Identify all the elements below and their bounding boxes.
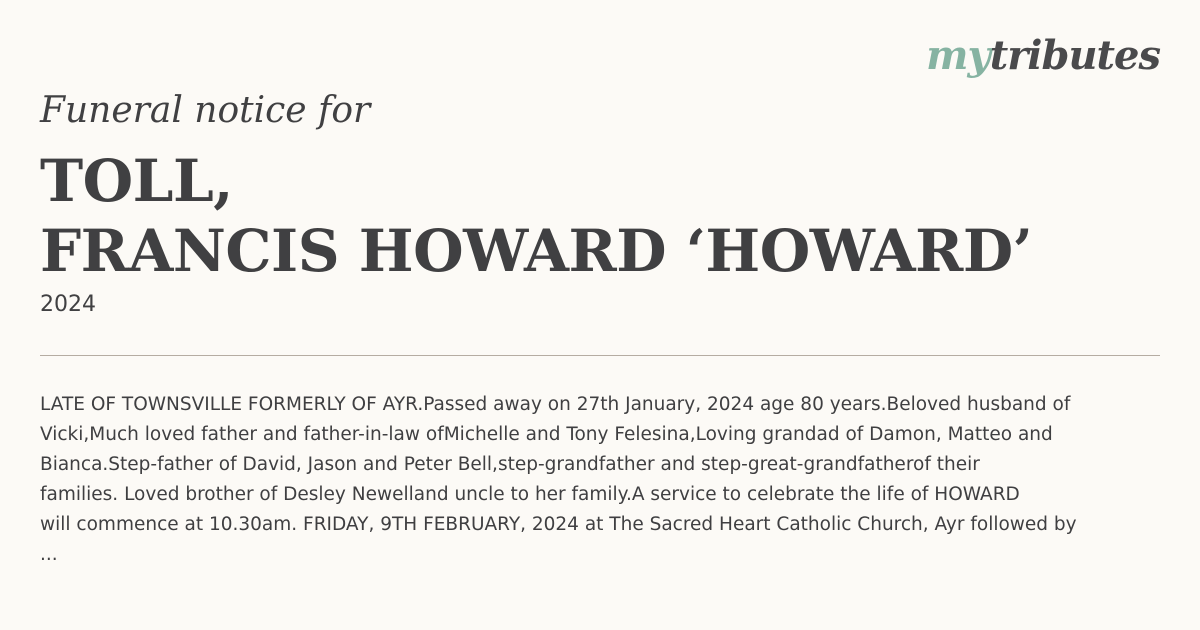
- section-divider: [40, 355, 1160, 356]
- mytributes-logo[interactable]: [926, 32, 1160, 79]
- logo-text-tributes: tributes: [989, 32, 1160, 79]
- deceased-given-names: FRANCIS HOWARD ‘HOWARD’: [40, 217, 1033, 285]
- deceased-name: [40, 146, 1032, 286]
- notice-year: 2024: [40, 292, 96, 317]
- deceased-surname: TOLL,: [40, 147, 233, 215]
- logo-text-my: my: [926, 32, 990, 79]
- notice-body-text: LATE OF TOWNSVILLE FORMERLY OF AYR.Passed away on 27th January, 2024 age 80 years.Beloved husband of Vicki,Much loved father and father-in-law ofMichelle and Tony Felesina,Loving grandad of Damon, Matteo and Bianca.Step-father of David, Jason and Peter Bell,step-grandfather and step-great-grandfatherof their families. Loved brother of Desley Newelland uncle to her family.A service to celebrate the life of HOWARD will commence at 10.30am. FRIDAY, 9TH FEBRUARY, 2024 at The Sacred Heart Catholic Church, Ayr followed by ...: [40, 394, 1077, 565]
- notice-subtitle: Funeral notice for: [40, 90, 371, 131]
